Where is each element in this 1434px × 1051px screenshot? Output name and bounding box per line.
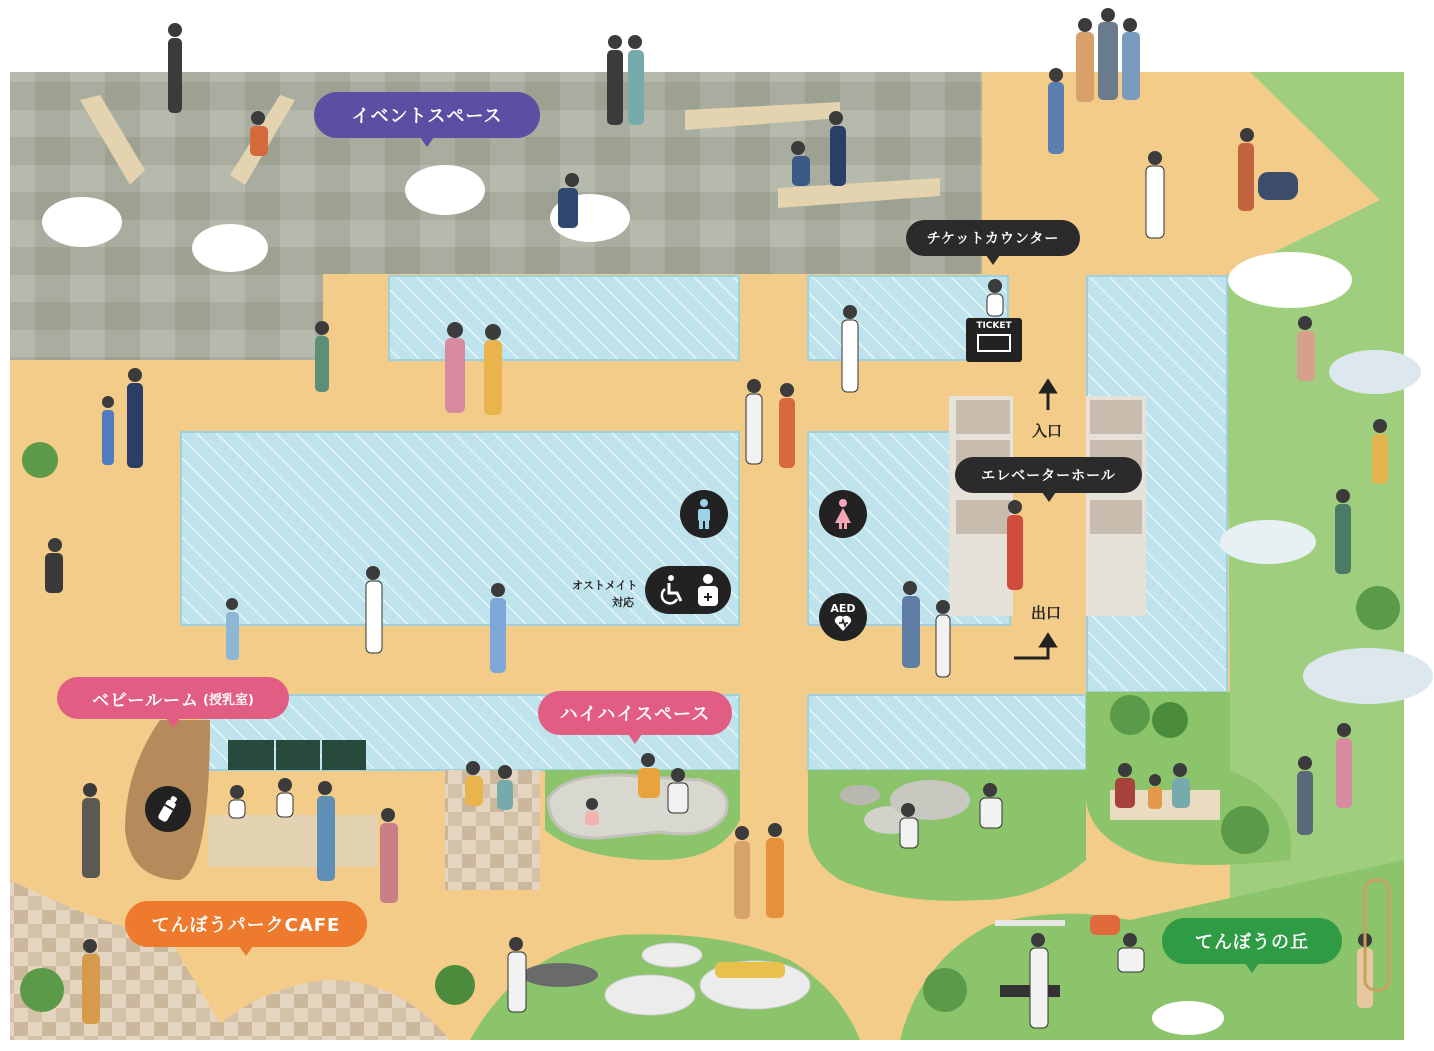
baby-room-subtext: (授乳室)	[203, 692, 254, 708]
cafe-text: てんぼうパークCAFE	[151, 915, 341, 936]
plant	[435, 965, 475, 1005]
ticket-counter-label[interactable]	[906, 220, 1080, 256]
hill-text: てんぼうの丘	[1195, 932, 1309, 953]
hammock-seat	[605, 975, 695, 1015]
ticket-text: TICKET	[976, 321, 1012, 331]
aed-icon	[819, 593, 867, 641]
table	[522, 963, 598, 987]
female-restroom-icon	[819, 490, 867, 538]
stool	[890, 780, 970, 820]
ostomate-line2: 対応	[612, 596, 634, 609]
cafe-counter	[208, 815, 378, 867]
glass-floor	[808, 695, 1086, 770]
cafe-menu-board	[228, 740, 274, 770]
swing	[995, 920, 1065, 926]
bean-bag	[192, 224, 268, 272]
cloud	[1220, 520, 1316, 564]
ticket-counter-text: チケットカウンター	[926, 231, 1060, 247]
event-space-text: イベントスペース	[351, 106, 503, 127]
baby-room-label[interactable]	[57, 677, 289, 719]
tree	[1152, 702, 1188, 738]
cloud	[1303, 648, 1433, 704]
tree	[1356, 586, 1400, 630]
crawl-space-label[interactable]	[538, 691, 732, 735]
baby-bottle-icon	[145, 786, 191, 832]
baby-room-text: ベビールーム	[92, 690, 200, 711]
accessible-restroom-sign	[645, 566, 731, 614]
crawl-pool	[548, 775, 727, 838]
cafe-label[interactable]	[125, 901, 367, 947]
tree	[923, 968, 967, 1012]
entrance-sign: 入口	[1032, 422, 1063, 440]
wheelchair-icon	[657, 575, 687, 605]
bean-bag	[405, 165, 485, 215]
ostomate-icon	[695, 574, 721, 606]
plant	[22, 442, 58, 478]
aed-text: AED	[830, 601, 856, 615]
elevator-hall-label[interactable]	[955, 457, 1142, 493]
ticket-icon	[966, 318, 1022, 362]
elevator-hall-text: エレベーターホール	[981, 468, 1116, 484]
tree	[1221, 806, 1269, 854]
tree	[1110, 695, 1150, 735]
cloud	[1228, 252, 1352, 308]
hill-label[interactable]	[1162, 918, 1342, 964]
bean-bag	[1152, 1001, 1224, 1035]
event-space-label[interactable]	[314, 92, 540, 138]
male-restroom-icon	[680, 490, 728, 538]
hammock-seat	[642, 943, 702, 967]
glass-floor	[389, 276, 739, 360]
tree	[20, 968, 64, 1012]
ostomate-line1: オストメイト	[572, 579, 638, 592]
stool	[840, 785, 880, 805]
cloud	[1329, 350, 1421, 394]
bean-bag	[42, 197, 122, 247]
exit-sign: 出口	[1031, 604, 1062, 622]
crawl-space-text: ハイハイスペース	[559, 704, 711, 725]
